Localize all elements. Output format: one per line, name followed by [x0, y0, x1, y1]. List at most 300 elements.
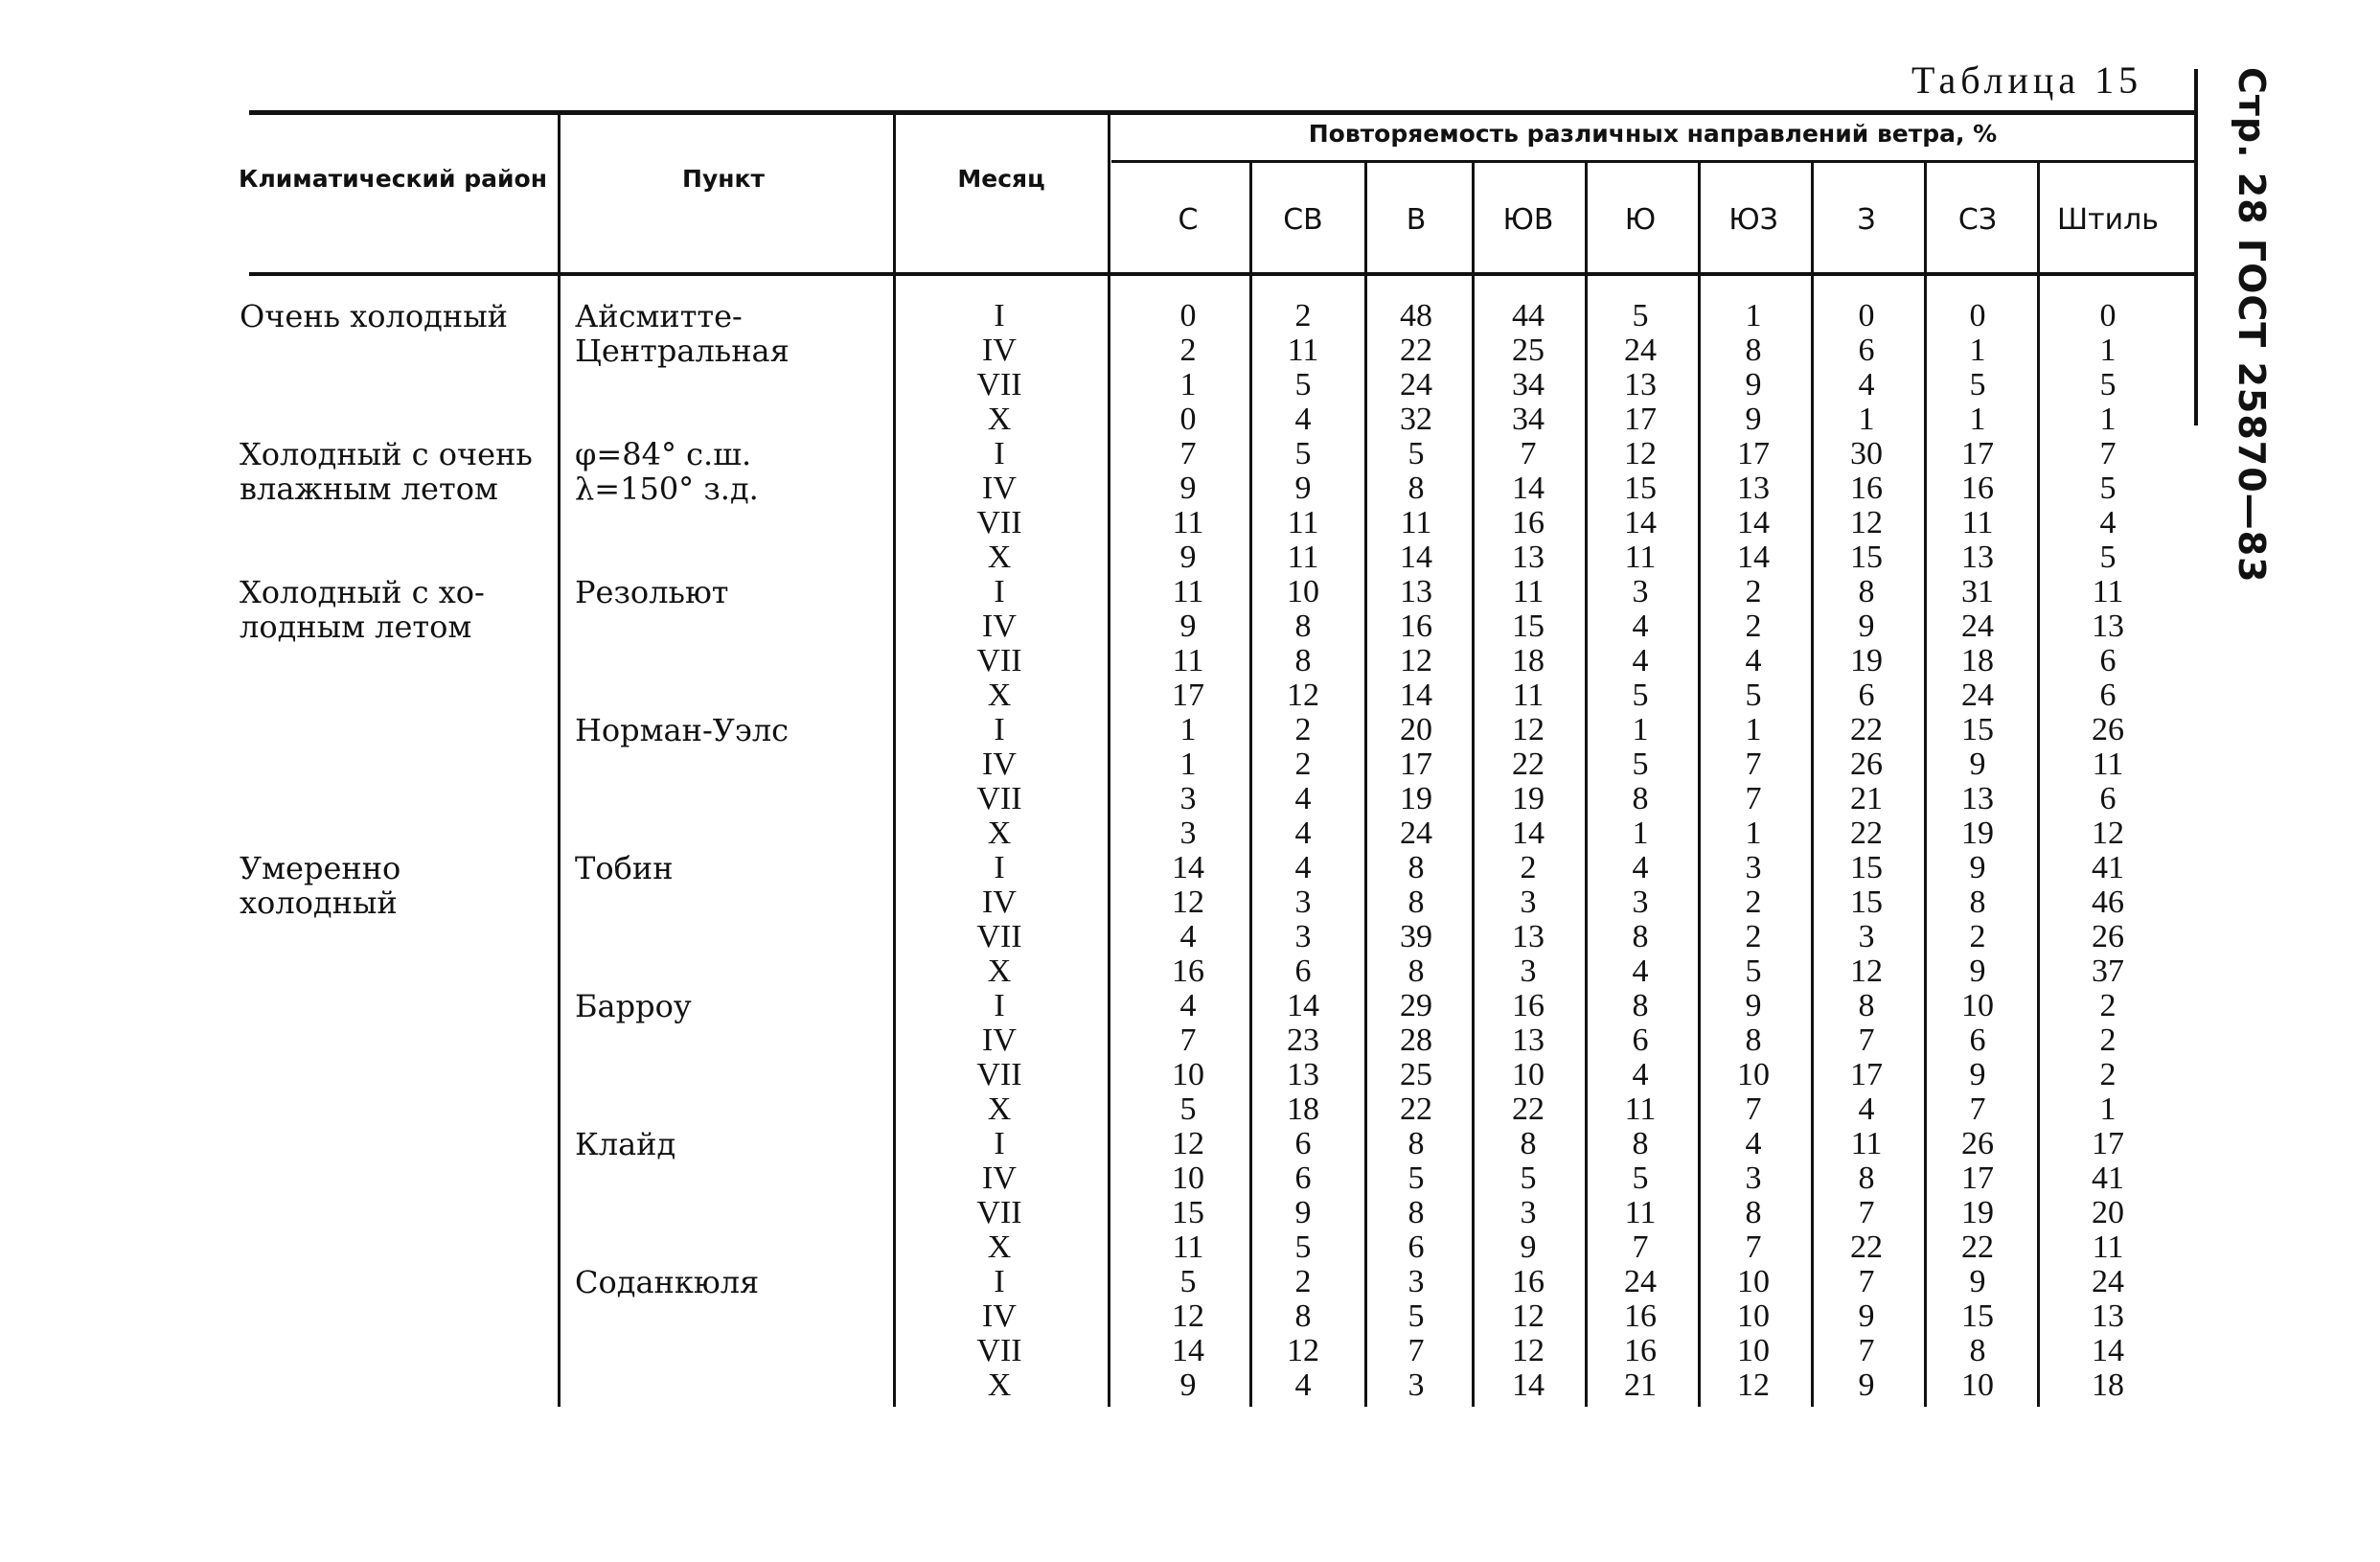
value-cell: 14 — [1737, 505, 1770, 540]
value-cell: 12 — [1624, 436, 1657, 471]
value-cell: 7 — [1520, 436, 1537, 471]
value-cell: 2 — [1179, 333, 1197, 368]
value-cell: 26 — [1961, 1126, 1994, 1161]
value-cell: 10 — [1287, 574, 1319, 609]
value-cell: 12 — [1172, 1298, 1204, 1334]
value-cell: 9 — [1745, 402, 1762, 437]
value-cell: 11 — [2092, 747, 2124, 782]
value-cell: 1 — [1632, 712, 1649, 747]
value-cell: 14 — [1624, 505, 1657, 540]
station-label-line: Барроу — [575, 988, 692, 1024]
value-cell: 37 — [2092, 953, 2124, 989]
direction-header: СВ — [1283, 203, 1323, 237]
value-cell: 5 — [1179, 1264, 1197, 1299]
month-cell: I — [994, 850, 1005, 885]
value-cell: 7 — [1858, 1195, 1875, 1230]
station-label-line: λ=150° з.д. — [575, 471, 759, 507]
value-cell: 9 — [1179, 609, 1197, 644]
value-cell: 30 — [1850, 436, 1883, 471]
value-cell: 6 — [1294, 1160, 1312, 1196]
column-divider — [893, 276, 896, 1407]
value-cell: 3 — [1294, 884, 1312, 920]
value-cell: 11 — [1172, 643, 1204, 678]
value-cell: 26 — [2092, 712, 2124, 747]
column-divider — [1585, 163, 1588, 1407]
value-cell: 11 — [2092, 1229, 2124, 1265]
value-cell: 12 — [1172, 1126, 1204, 1161]
month-cell: IV — [982, 747, 1017, 782]
region-label — [240, 437, 533, 506]
value-cell: 8 — [1632, 781, 1649, 816]
value-cell: 4 — [2099, 505, 2117, 540]
value-cell: 4 — [1858, 1091, 1875, 1127]
value-cell: 17 — [1172, 678, 1204, 713]
value-cell: 8 — [1407, 1126, 1425, 1161]
value-cell: 28 — [1400, 1022, 1432, 1058]
value-cell: 5 — [1745, 953, 1762, 989]
value-cell: 2 — [1294, 747, 1312, 782]
value-cell: 16 — [1624, 1298, 1657, 1334]
value-cell: 17 — [1400, 747, 1432, 782]
value-cell: 5 — [1632, 747, 1649, 782]
value-cell: 5 — [1632, 678, 1649, 713]
value-cell: 29 — [1400, 988, 1432, 1023]
value-cell: 13 — [1961, 781, 1994, 816]
value-cell: 8 — [1632, 988, 1649, 1023]
month-cell: VII — [976, 1195, 1022, 1230]
month-cell: VII — [976, 367, 1022, 402]
value-cell: 10 — [1172, 1160, 1204, 1196]
value-cell: 14 — [1172, 850, 1204, 885]
value-cell: 17 — [1961, 436, 1994, 471]
value-cell: 12 — [1850, 505, 1883, 540]
value-cell: 14 — [1172, 1333, 1204, 1368]
value-cell: 1 — [1745, 815, 1762, 851]
value-cell: 1 — [1969, 333, 1986, 368]
value-cell: 22 — [1400, 1091, 1432, 1127]
month-cell: IV — [982, 333, 1017, 368]
value-cell: 7 — [1179, 436, 1197, 471]
value-cell: 2 — [1294, 1264, 1312, 1299]
month-cell: X — [987, 540, 1012, 575]
side-rule — [2194, 69, 2198, 425]
header-wind-group: Повторяемость различных направлений ветра, % — [1308, 120, 1998, 148]
value-cell: 15 — [1172, 1195, 1204, 1230]
region-label — [240, 299, 508, 333]
value-cell: 11 — [1624, 1195, 1657, 1230]
value-cell: 2 — [1294, 298, 1312, 333]
value-cell: 6 — [1632, 1022, 1649, 1058]
value-cell: 19 — [1512, 781, 1545, 816]
value-cell: 10 — [1172, 1057, 1204, 1092]
month-cell: X — [987, 402, 1012, 437]
value-cell: 24 — [1624, 1264, 1657, 1299]
station-label — [575, 713, 789, 747]
value-cell: 5 — [1632, 298, 1649, 333]
value-cell: 5 — [2099, 367, 2117, 402]
value-cell: 11 — [1512, 574, 1545, 609]
value-cell: 4 — [1179, 919, 1197, 954]
value-cell: 3 — [1632, 574, 1649, 609]
month-cell: VII — [976, 643, 1022, 678]
value-cell: 10 — [1961, 988, 1994, 1023]
station-label-line: Резольют — [575, 574, 729, 610]
value-cell: 7 — [1179, 1022, 1197, 1058]
direction-header: ЮВ — [1502, 203, 1554, 237]
value-cell: 4 — [1294, 815, 1312, 851]
value-cell: 9 — [1520, 1229, 1537, 1265]
value-cell: 2 — [1745, 609, 1762, 644]
value-cell: 16 — [1850, 471, 1883, 506]
value-cell: 4 — [1294, 781, 1312, 816]
header-station: Пункт — [682, 165, 765, 193]
column-divider — [1698, 163, 1701, 1407]
value-cell: 4 — [1179, 988, 1197, 1023]
region-label-line: лодным летом — [240, 609, 472, 645]
month-cell: VII — [976, 919, 1022, 954]
value-cell: 3 — [1520, 884, 1537, 920]
column-divider — [2037, 163, 2040, 1407]
value-cell: 13 — [2092, 609, 2124, 644]
value-cell: 1 — [1632, 815, 1649, 851]
value-cell: 11 — [1287, 540, 1319, 575]
value-cell: 1 — [1745, 712, 1762, 747]
value-cell: 2 — [2099, 988, 2117, 1023]
value-cell: 10 — [1737, 1298, 1770, 1334]
value-cell: 9 — [1179, 471, 1197, 506]
month-cell: X — [987, 678, 1012, 713]
group-header-rule — [1111, 160, 2194, 163]
value-cell: 16 — [1961, 471, 1994, 506]
value-cell: 1 — [1179, 747, 1197, 782]
value-cell: 9 — [1745, 988, 1762, 1023]
value-cell: 12 — [1512, 1298, 1545, 1334]
value-cell: 14 — [1737, 540, 1770, 575]
value-cell: 6 — [1407, 1229, 1425, 1265]
value-cell: 22 — [1961, 1229, 1994, 1265]
value-cell: 17 — [2092, 1126, 2124, 1161]
value-cell: 16 — [1512, 1264, 1545, 1299]
value-cell: 4 — [1745, 643, 1762, 678]
value-cell: 16 — [1512, 988, 1545, 1023]
value-cell: 7 — [1858, 1264, 1875, 1299]
direction-header: СЗ — [1957, 203, 1998, 237]
column-divider — [1364, 163, 1367, 1407]
value-cell: 41 — [2092, 850, 2124, 885]
value-cell: 12 — [1287, 1333, 1319, 1368]
value-cell: 18 — [1287, 1091, 1319, 1127]
table-title: Таблица 15 — [1911, 58, 2143, 102]
value-cell: 8 — [1632, 1126, 1649, 1161]
value-cell: 0 — [1179, 402, 1197, 437]
month-cell: I — [994, 988, 1005, 1023]
value-cell: 9 — [1858, 609, 1875, 644]
station-label-line: φ=84° с.ш. — [575, 436, 752, 472]
value-cell: 4 — [1632, 953, 1649, 989]
value-cell: 41 — [2092, 1160, 2124, 1196]
value-cell: 25 — [1512, 333, 1545, 368]
value-cell: 20 — [2092, 1195, 2124, 1230]
value-cell: 21 — [1850, 781, 1883, 816]
value-cell: 3 — [1520, 953, 1537, 989]
value-cell: 10 — [1512, 1057, 1545, 1092]
month-cell: I — [994, 436, 1005, 471]
region-label — [240, 851, 400, 920]
month-cell: VII — [976, 781, 1022, 816]
value-cell: 19 — [1961, 815, 1994, 851]
value-cell: 18 — [1512, 643, 1545, 678]
value-cell: 4 — [1632, 609, 1649, 644]
value-cell: 17 — [1737, 436, 1770, 471]
value-cell: 5 — [1294, 436, 1312, 471]
value-cell: 3 — [1179, 781, 1197, 816]
value-cell: 15 — [1850, 540, 1883, 575]
month-cell: VII — [976, 1057, 1022, 1092]
value-cell: 25 — [1400, 1057, 1432, 1092]
value-cell: 6 — [1294, 1126, 1312, 1161]
header-divider — [1108, 115, 1110, 274]
value-cell: 5 — [2099, 540, 2117, 575]
value-cell: 5 — [1407, 1298, 1425, 1334]
value-cell: 2 — [2099, 1022, 2117, 1058]
month-cell: IV — [982, 1022, 1017, 1058]
value-cell: 8 — [1969, 884, 1986, 920]
direction-header: Штиль — [2057, 203, 2159, 237]
value-cell: 16 — [1624, 1333, 1657, 1368]
header-region: Климатический район — [239, 165, 547, 193]
value-cell: 13 — [1737, 471, 1770, 506]
value-cell: 16 — [1400, 609, 1432, 644]
value-cell: 23 — [1287, 1022, 1319, 1058]
value-cell: 13 — [1287, 1057, 1319, 1092]
direction-header: С — [1178, 203, 1199, 237]
value-cell: 15 — [1512, 609, 1545, 644]
value-cell: 11 — [1624, 1091, 1657, 1127]
station-label-line: Тобин — [575, 850, 674, 886]
month-cell: I — [994, 712, 1005, 747]
header-divider — [558, 115, 561, 274]
value-cell: 6 — [2099, 781, 2117, 816]
header-bottom-rule — [249, 272, 2194, 276]
value-cell: 18 — [1961, 643, 1994, 678]
value-cell: 24 — [1400, 815, 1432, 851]
month-cell: X — [987, 1229, 1012, 1265]
column-divider — [558, 276, 561, 1407]
month-cell: IV — [982, 1298, 1017, 1334]
value-cell: 24 — [1961, 609, 1994, 644]
month-cell: VII — [976, 1333, 1022, 1368]
value-cell: 6 — [1858, 678, 1875, 713]
value-cell: 11 — [2092, 574, 2124, 609]
value-cell: 46 — [2092, 884, 2124, 920]
value-cell: 19 — [1400, 781, 1432, 816]
value-cell: 9 — [1179, 540, 1197, 575]
station-label — [575, 989, 692, 1023]
value-cell: 11 — [1512, 678, 1545, 713]
value-cell: 13 — [1400, 574, 1432, 609]
value-cell: 5 — [1745, 678, 1762, 713]
value-cell: 4 — [1745, 1126, 1762, 1161]
value-cell: 2 — [1745, 574, 1762, 609]
value-cell: 7 — [1632, 1229, 1649, 1265]
value-cell: 19 — [1850, 643, 1883, 678]
direction-header: Ю — [1624, 203, 1657, 237]
value-cell: 2 — [1745, 919, 1762, 954]
value-cell: 6 — [2099, 643, 2117, 678]
value-cell: 11 — [1287, 333, 1319, 368]
value-cell: 7 — [1745, 1091, 1762, 1127]
value-cell: 15 — [1850, 850, 1883, 885]
value-cell: 22 — [1400, 333, 1432, 368]
value-cell: 18 — [2092, 1367, 2124, 1403]
value-cell: 11 — [1172, 574, 1204, 609]
value-cell: 11 — [1624, 540, 1657, 575]
value-cell: 4 — [1294, 402, 1312, 437]
region-label-line: холодный — [240, 884, 398, 921]
month-cell: VII — [976, 505, 1022, 540]
month-cell: X — [987, 953, 1012, 989]
value-cell: 10 — [1737, 1333, 1770, 1368]
table-top-rule — [249, 110, 2194, 115]
value-cell: 2 — [1294, 712, 1312, 747]
value-cell: 9 — [1745, 367, 1762, 402]
value-cell: 19 — [1961, 1195, 1994, 1230]
value-cell: 8 — [1407, 1195, 1425, 1230]
value-cell: 48 — [1400, 298, 1432, 333]
value-cell: 7 — [1745, 747, 1762, 782]
value-cell: 11 — [1400, 505, 1432, 540]
value-cell: 7 — [1745, 781, 1762, 816]
side-page-header-text: Стр. 28 ГОСТ 25870—83 — [2231, 67, 2273, 584]
value-cell: 20 — [1400, 712, 1432, 747]
value-cell: 11 — [1287, 505, 1319, 540]
value-cell: 12 — [1512, 1333, 1545, 1368]
station-label — [575, 851, 674, 885]
value-cell: 17 — [1624, 402, 1657, 437]
value-cell: 5 — [1179, 1091, 1197, 1127]
station-label-line: Клайд — [575, 1126, 676, 1162]
value-cell: 1 — [1969, 402, 1986, 437]
value-cell: 0 — [2099, 298, 2117, 333]
value-cell: 5 — [1969, 367, 1986, 402]
value-cell: 6 — [1294, 953, 1312, 989]
month-cell: I — [994, 574, 1005, 609]
region-label-line: Холодный с хо- — [240, 574, 485, 610]
value-cell: 5 — [1294, 1229, 1312, 1265]
value-cell: 8 — [1407, 850, 1425, 885]
month-cell: IV — [982, 471, 1017, 506]
value-cell: 2 — [1745, 884, 1762, 920]
station-label — [575, 1265, 759, 1299]
value-cell: 14 — [1287, 988, 1319, 1023]
value-cell: 9 — [1294, 471, 1312, 506]
value-cell: 10 — [1961, 1367, 1994, 1403]
station-label-line: Айсмитте- — [575, 298, 743, 334]
month-cell: I — [994, 1264, 1005, 1299]
value-cell: 15 — [1961, 1298, 1994, 1334]
value-cell: 6 — [2099, 678, 2117, 713]
column-divider — [1108, 276, 1110, 1407]
month-cell: X — [987, 815, 1012, 851]
value-cell: 3 — [1858, 919, 1875, 954]
region-label-line: влажным летом — [240, 471, 498, 507]
value-cell: 34 — [1512, 367, 1545, 402]
value-cell: 11 — [1172, 1229, 1204, 1265]
value-cell: 15 — [1961, 712, 1994, 747]
value-cell: 39 — [1400, 919, 1432, 954]
header-divider — [893, 115, 896, 274]
region-label — [240, 575, 485, 644]
value-cell: 12 — [1172, 884, 1204, 920]
header-month: Месяц — [957, 165, 1045, 193]
value-cell: 5 — [1294, 367, 1312, 402]
value-cell: 15 — [1624, 471, 1657, 506]
value-cell: 8 — [1745, 333, 1762, 368]
direction-header: В — [1406, 203, 1427, 237]
value-cell: 8 — [1407, 884, 1425, 920]
value-cell: 11 — [1961, 505, 1994, 540]
value-cell: 22 — [1512, 747, 1545, 782]
value-cell: 14 — [1512, 1367, 1545, 1403]
value-cell: 13 — [1624, 367, 1657, 402]
month-cell: IV — [982, 609, 1017, 644]
value-cell: 22 — [1512, 1091, 1545, 1127]
value-cell: 5 — [1632, 1160, 1649, 1196]
value-cell: 12 — [1850, 953, 1883, 989]
value-cell: 5 — [1407, 1160, 1425, 1196]
value-cell: 12 — [1400, 643, 1432, 678]
value-cell: 22 — [1850, 1229, 1883, 1265]
value-cell: 3 — [1745, 850, 1762, 885]
value-cell: 0 — [1969, 298, 1986, 333]
value-cell: 1 — [2099, 333, 2117, 368]
side-page-header — [2206, 67, 2273, 584]
column-divider — [1472, 163, 1475, 1407]
value-cell: 4 — [1632, 1057, 1649, 1092]
value-cell: 9 — [1969, 1264, 1986, 1299]
value-cell: 31 — [1961, 574, 1994, 609]
value-cell: 7 — [1858, 1333, 1875, 1368]
value-cell: 3 — [1179, 815, 1197, 851]
value-cell: 4 — [1294, 1367, 1312, 1403]
value-cell: 1 — [1745, 298, 1762, 333]
value-cell: 4 — [1632, 643, 1649, 678]
value-cell: 9 — [1858, 1298, 1875, 1334]
value-cell: 16 — [1172, 953, 1204, 989]
value-cell: 9 — [1969, 953, 1986, 989]
value-cell: 16 — [1512, 505, 1545, 540]
value-cell: 8 — [1407, 953, 1425, 989]
value-cell: 44 — [1512, 298, 1545, 333]
value-cell: 0 — [1179, 298, 1197, 333]
value-cell: 2 — [2099, 1057, 2117, 1092]
value-cell: 8 — [1632, 919, 1649, 954]
value-cell: 6 — [1969, 1022, 1986, 1058]
value-cell: 15 — [1850, 884, 1883, 920]
value-cell: 6 — [1858, 333, 1875, 368]
value-cell: 3 — [1294, 919, 1312, 954]
value-cell: 1 — [1858, 402, 1875, 437]
value-cell: 13 — [1512, 540, 1545, 575]
direction-header: ЮЗ — [1728, 203, 1778, 237]
value-cell: 8 — [1745, 1022, 1762, 1058]
column-divider — [1924, 163, 1927, 1407]
value-cell: 8 — [1858, 1160, 1875, 1196]
value-cell: 24 — [2092, 1264, 2124, 1299]
value-cell: 14 — [1400, 540, 1432, 575]
value-cell: 9 — [1858, 1367, 1875, 1403]
month-cell: I — [994, 1126, 1005, 1161]
